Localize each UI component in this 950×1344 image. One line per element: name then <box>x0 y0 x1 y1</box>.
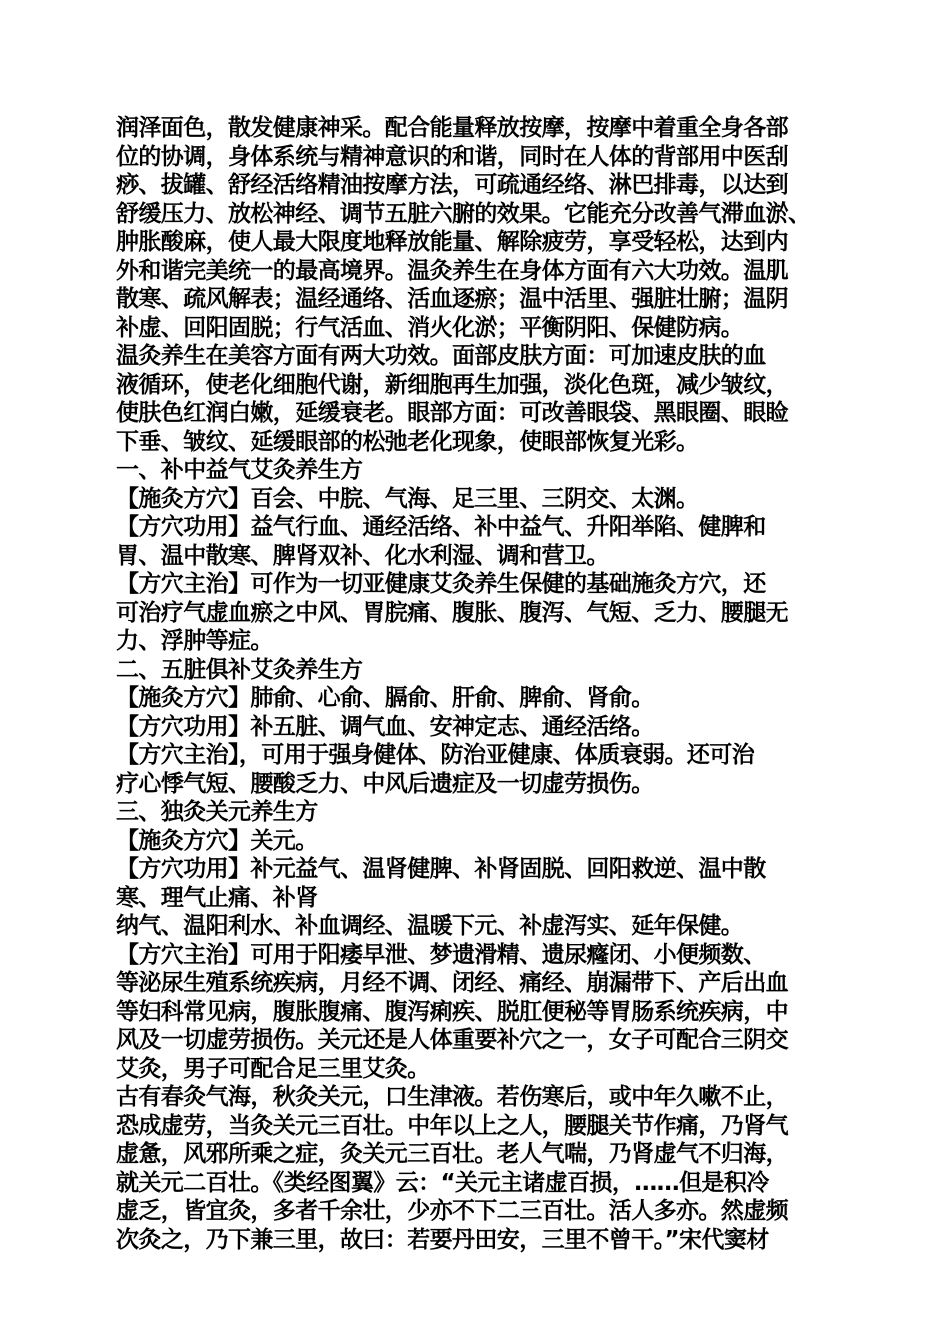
text-line: 【方穴主治】，可用于强身健体、防治亚健康、体质衰弱。还可治 <box>116 742 755 768</box>
text-line: 就关元二百壮。《类经图翼》云：“关元主诸虚百损，……但是积冷 <box>116 1169 769 1196</box>
text-line: 散寒、疏风解表；温经通络、活血逐瘀；温中活里、强脏壮腑；温阴 <box>116 286 789 312</box>
text-line: 【方穴主治】可用于阳痿早泄、梦遗滑精、遗尿癃闭、小便频数、 <box>116 941 766 968</box>
text-line: 恐成虚劳，当灸关元三百壮。中年以上之人，腰腿关节作痛，乃肾气 <box>116 1112 789 1139</box>
text-line: 补虚、回阳固脱；行气活血、消火化淤；平衡阴阳、保健防病。 <box>116 314 744 341</box>
text-line: 【方穴功用】补五脏、调气血、安神定志、通经活络。 <box>116 713 654 740</box>
text-line: 【施灸方穴】百会、中脘、气海、足三里、三阴交、太渊。 <box>116 485 699 512</box>
text-line: 等妇科常见病，腹胀腹痛、腹泻痢疾、脱肛便秘等胃肠系统疾病，中 <box>116 998 789 1025</box>
text-line: 液循环，使老化细胞代谢，新细胞再生加强，淡化色斑，减少皱纹， <box>116 371 789 398</box>
text-line: 可治疗气虚血瘀之中风、胃脘痛、腹胀、腹泻、气短、乏力、腰腿无 <box>116 599 789 626</box>
text-line: 艾灸，男子可配合足三里艾灸。 <box>116 1055 430 1082</box>
paragraph-start-line: 温灸养生在美容方面有两大功效。面部皮肤方面：可加速皮肤的血 <box>116 343 766 369</box>
text-line: 寒、理气止痛、补肾 <box>116 884 318 911</box>
paragraph-start-line: 古有春灸气海，秋灸关元，口生津液。若伤寒后，或中年久嗽不止， <box>116 1084 789 1110</box>
section-heading: 二、五脏俱补艾灸养生方 <box>116 656 363 683</box>
text-line: 力、浮肿等症。 <box>116 628 273 654</box>
text-line: 次灸之，乃下兼三里，故曰：若要丹田安，三里不曾干。”宋代窦材 <box>116 1226 769 1253</box>
text-line: 位的协调，身体系统与精神意识的和谐，同时在人体的背部用中医刮 <box>116 143 789 170</box>
text-line: 肿胀酸麻，使人最大限度地释放能量、解除疲劳，享受轻松，达到内 <box>116 229 789 255</box>
text-line: 虚乏，皆宜灸，多者千余壮，少亦不下二三百壮。活人多亦。然虚频 <box>116 1198 789 1224</box>
text-line: 胃、温中散寒、脾肾双补、化水利湿、调和营卫。 <box>116 542 609 569</box>
section-heading: 一、补中益气艾灸养生方 <box>116 457 363 483</box>
section-heading: 三、独灸关元养生方 <box>116 799 318 825</box>
text-line: 使肤色红润白嫩，延缓衰老。眼部方面：可改善眼袋、黑眼圈、眼睑 <box>116 400 789 426</box>
body-text <box>116 114 840 1254</box>
text-line: 等泌尿生殖系统疾病，月经不调、闭经、痛经、崩漏带下、产后出血 <box>116 970 789 996</box>
text-line: 【施灸方穴】肺俞、心俞、膈俞、肝俞、脾俞、肾俞。 <box>116 685 654 711</box>
text-line: 下垂、皱纹、延缓眼部的松弛老化现象，使眼部恢复光彩。 <box>116 428 699 455</box>
text-line: 外和谐完美统一的最高境界。温灸养生在身体方面有六大功效。温肌 <box>116 257 789 284</box>
text-line: 风及一切虚劳损伤。关元还是人体重要补穴之一，女子可配合三阴交 <box>116 1027 789 1053</box>
text-line: 【方穴主治】可作为一切亚健康艾灸养生保健的基础施灸方穴，还 <box>116 571 766 597</box>
text-line: 痧、拔罐、舒经活络精油按摩方法，可疏通经络、淋巴排毒，以达到 <box>116 172 789 198</box>
text-line: 润泽面色，散发健康神采。配合能量释放按摩，按摩中着重全身各部 <box>116 115 789 141</box>
text-line: 【方穴功用】益气行血、通经活络、补中益气、升阳举陷、健脾和 <box>116 514 766 540</box>
text-line: 【方穴功用】补元益气、温肾健脾、补肾固脱、回阳救逆、温中散 <box>116 856 766 882</box>
text-line: 纳气、温阳利水、补血调经、温暖下元、补虚泻实、延年保健。 <box>116 913 744 939</box>
text-line: 舒缓压力、放松神经、调节五脏六腑的效果。它能充分改善气滞血淤、 <box>116 200 811 227</box>
text-line: 虚惫，风邪所乘之症，灸关元三百壮。老人气喘，乃肾虚气不归海， <box>116 1141 789 1167</box>
text-line: 疗心悸气短、腰酸乏力、中风后遗症及一切虚劳损伤。 <box>116 770 654 797</box>
text-line: 【施灸方穴】关元。 <box>116 827 318 854</box>
